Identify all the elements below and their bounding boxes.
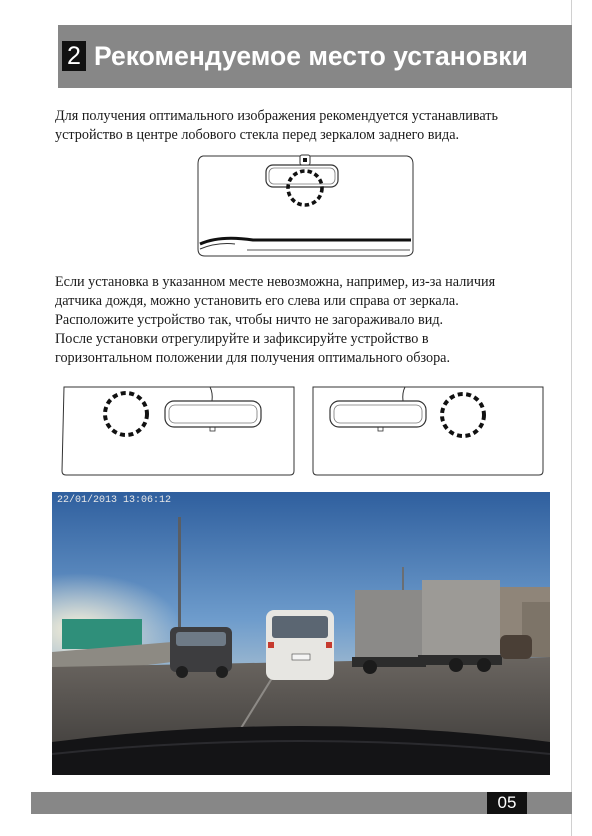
page-title: Рекомендуемое место установки bbox=[94, 41, 528, 71]
alternative-line: После установки отрегулируйте и зафиксируйте устройство в bbox=[55, 331, 429, 347]
windshield-right-icon bbox=[309, 385, 549, 477]
alternative-line: Расположите устройство так, чтобы ничто не загораживало вид. bbox=[55, 312, 444, 328]
alternative-line: горизонтальном положении для получения оптимального обзора. bbox=[55, 350, 451, 366]
page-edge-line bbox=[571, 0, 572, 836]
page-number: 05 bbox=[487, 792, 527, 814]
alternative-paragraph bbox=[55, 273, 565, 368]
video-timestamp: 22/01/2013 13:06:12 bbox=[57, 495, 172, 506]
dashcam-photo bbox=[52, 492, 550, 775]
windshield-left-icon bbox=[58, 385, 298, 477]
intro-paragraph bbox=[55, 107, 565, 145]
windshield-center-icon bbox=[195, 152, 415, 260]
alternative-line: датчика дождя, можно установить его слева или справа от зеркала. bbox=[55, 293, 459, 309]
section-number-badge: 2 bbox=[62, 41, 86, 71]
intro-line: устройство в центре лобового стекла перед зеркалом заднего вида. bbox=[55, 127, 460, 143]
alternative-line: Если установка в указанном месте невозможна, например, из-за наличия bbox=[55, 274, 496, 290]
intro-line: Для получения оптимального изображения рекомендуется устанавливать bbox=[55, 108, 498, 124]
